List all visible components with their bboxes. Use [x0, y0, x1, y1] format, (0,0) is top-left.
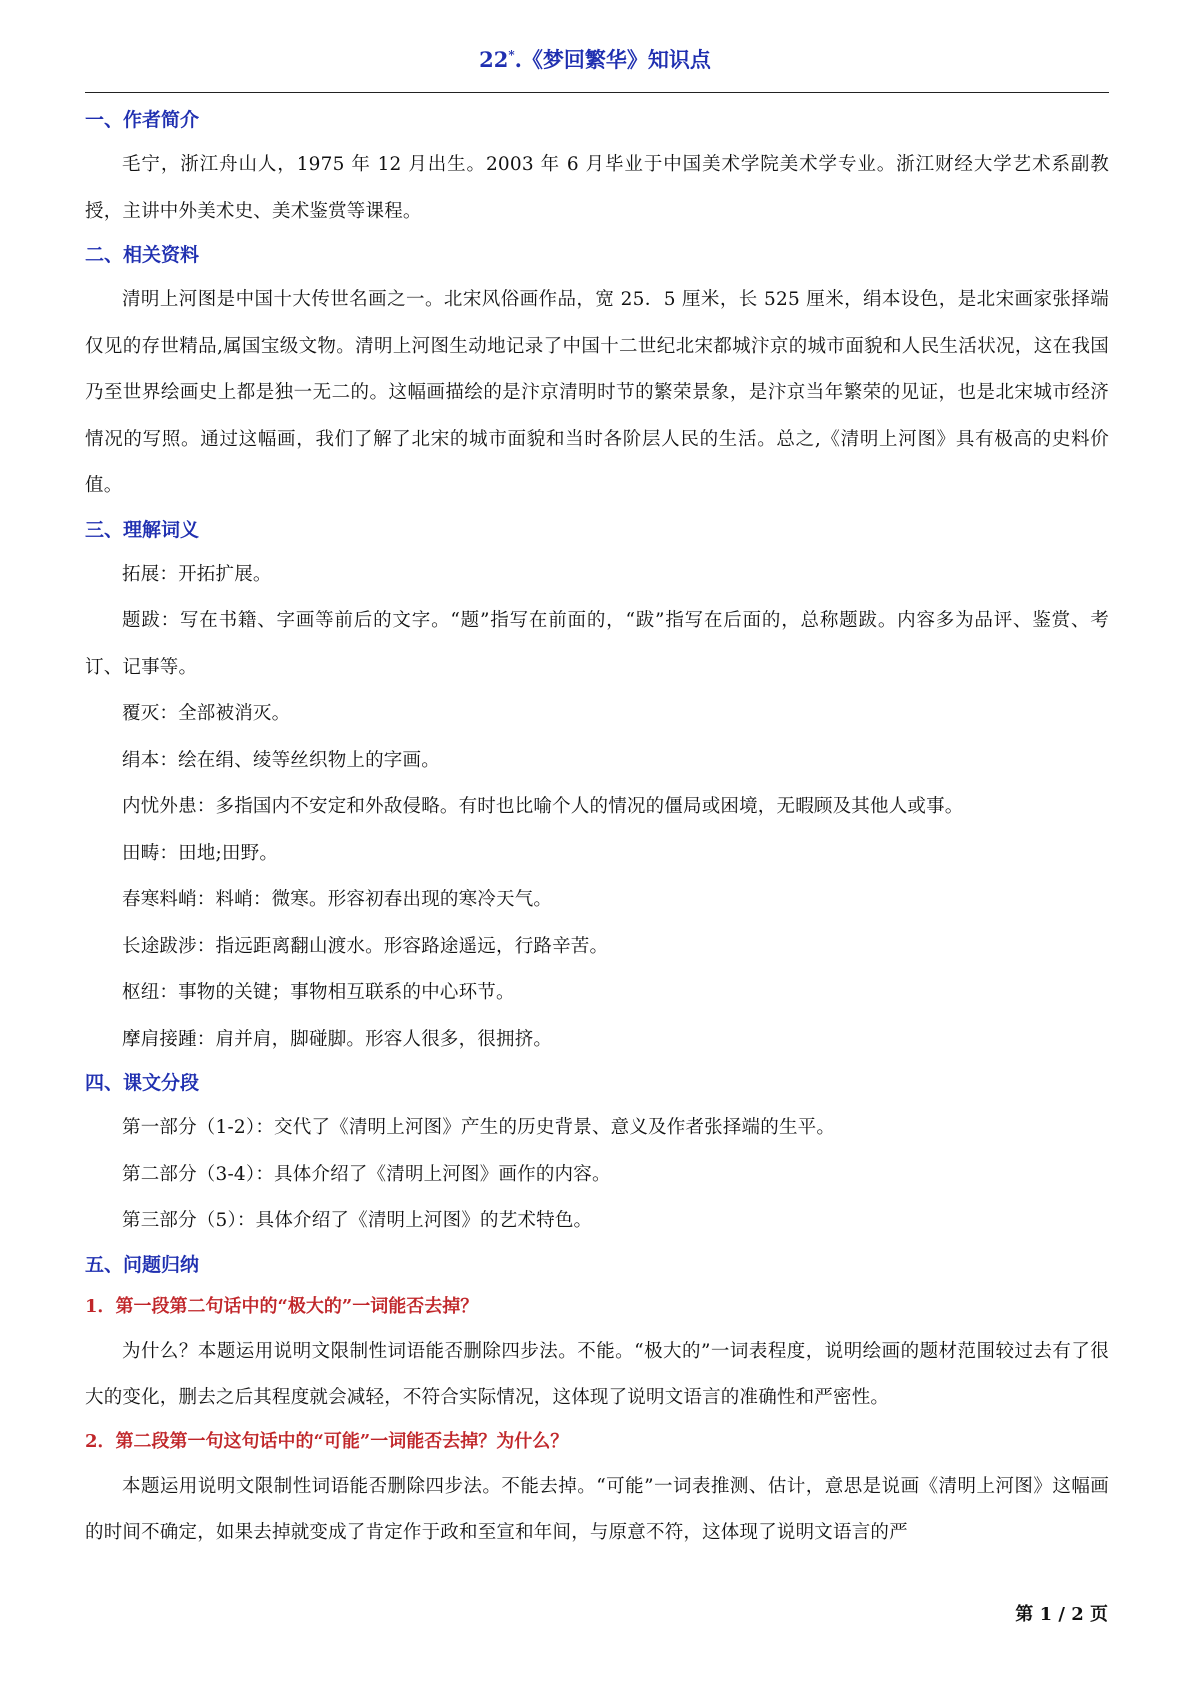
question-answer: 本题运用说明文限制性词语能否删除四步法。不能去掉。“可能”一词表推测、估计，意思是说画《清明上河图》这幅画的时间不确定，如果去掉就变成了肯定作于政和至宣和年间，与原意不符，这体现了说明文语言的严 [85, 1475, 1109, 1543]
vocabulary-item: 拓展：开拓扩展。 [122, 563, 272, 585]
section-heading-questions: 五、问题归纳 [85, 1253, 200, 1276]
structure-item: 第三部分（5）：具体介绍了《清明上河图》的艺术特色。 [122, 1210, 593, 1231]
vocabulary-item: 田畴：田地;田野。 [122, 842, 279, 864]
question-title: 2．第二段第一句这句话中的“可能”一词能否去掉？为什么？ [85, 1430, 569, 1452]
materials-paragraph: 清明上河图是中国十大传世名画之一。北宋风俗画作品，宽 25．5 厘米，长 525 厘米，绢本设色，是北宋画家张择端仅见的存世精品,属国宝级文物。清明上河图生动地记录了中国十二世纪北宋都城汴京的城市面貌和人民生活状况，这在我国乃至世界绘画史上都是独一无二的。这幅画描绘的是汴京清明时节的繁荣景象，是汴京当年繁荣的见证，也是北宋城市经济情况的写照。通过这幅画，我们了解了北宋的城市面貌和当时各阶层人民的生活。总之,《清明上河图》具有极高的史料价值。 [85, 289, 1109, 496]
vocabulary-item: 内忧外患：多指国内不安定和外敌侵略。有时也比喻个人的情况的僵局或困境，无暇顾及其他人或事。 [122, 796, 964, 817]
vocabulary-item: 覆灭：全部被消灭。 [122, 703, 291, 724]
vocabulary-item: 枢纽：事物的关键；事物相互联系的中心环节。 [122, 982, 515, 1003]
section-heading-materials: 二、相关资料 [85, 244, 200, 266]
question-title: 1．第一段第二句话中的“极大的”一词能否去掉？ [85, 1295, 479, 1317]
question-answer: 为什么？本题运用说明文限制性词语能否删除四步法。不能。“极大的”一词表程度，说明绘画的题材范围较过去有了很大的变化，删去之后其程度就会减轻，不符合实际情况，这体现了说明文语言的准确性和严密性。 [85, 1340, 1109, 1408]
structure-item: 第一部分（1-2）：交代了《清明上河图》产生的历史背景、意义及作者张择端的生平。 [122, 1117, 836, 1138]
title-asterisk: * [508, 48, 515, 62]
vocabulary-item: 摩肩接踵：肩并肩，脚碰脚。形容人很多，很拥挤。 [122, 1028, 553, 1050]
section-heading-vocabulary: 三、理解词义 [85, 518, 200, 541]
title-divider [85, 92, 1109, 93]
vocabulary-item: 题跋：写在书籍、字画等前后的文字。“题”指写在前面的，“跋”指写在后面的，总称题跋。内容多为品评、鉴赏、考订、记事等。 [85, 610, 1109, 678]
page-number: 第 1 / 2 页 [1015, 1604, 1108, 1625]
section-heading-author: 一、作者简介 [85, 109, 200, 131]
title-text: .《梦回繁华》知识点 [514, 47, 711, 72]
vocabulary-item: 春寒料峭：料峭：微寒。形容初春出现的寒冷天气。 [122, 889, 553, 910]
section-heading-structure: 四、课文分段 [85, 1072, 200, 1094]
title-number: 22 [479, 47, 509, 72]
document-body [85, 100, 1109, 1557]
vocabulary-item: 长途跋涉：指远距离翻山渡水。形容路途遥远，行路辛苦。 [122, 935, 609, 957]
author-paragraph: 毛宁，浙江舟山人，1975 年 12 月出生。2003 年 6 月毕业于中国美术学院美术学专业。浙江财经大学艺术系副教授，主讲中外美术史、美术鉴赏等课程。 [85, 154, 1109, 222]
document-title [0, 44, 1190, 74]
structure-item: 第二部分（3-4）：具体介绍了《清明上河图》画作的内容。 [122, 1163, 611, 1185]
vocabulary-item: 绢本：绘在绢、绫等丝织物上的字画。 [122, 749, 440, 771]
